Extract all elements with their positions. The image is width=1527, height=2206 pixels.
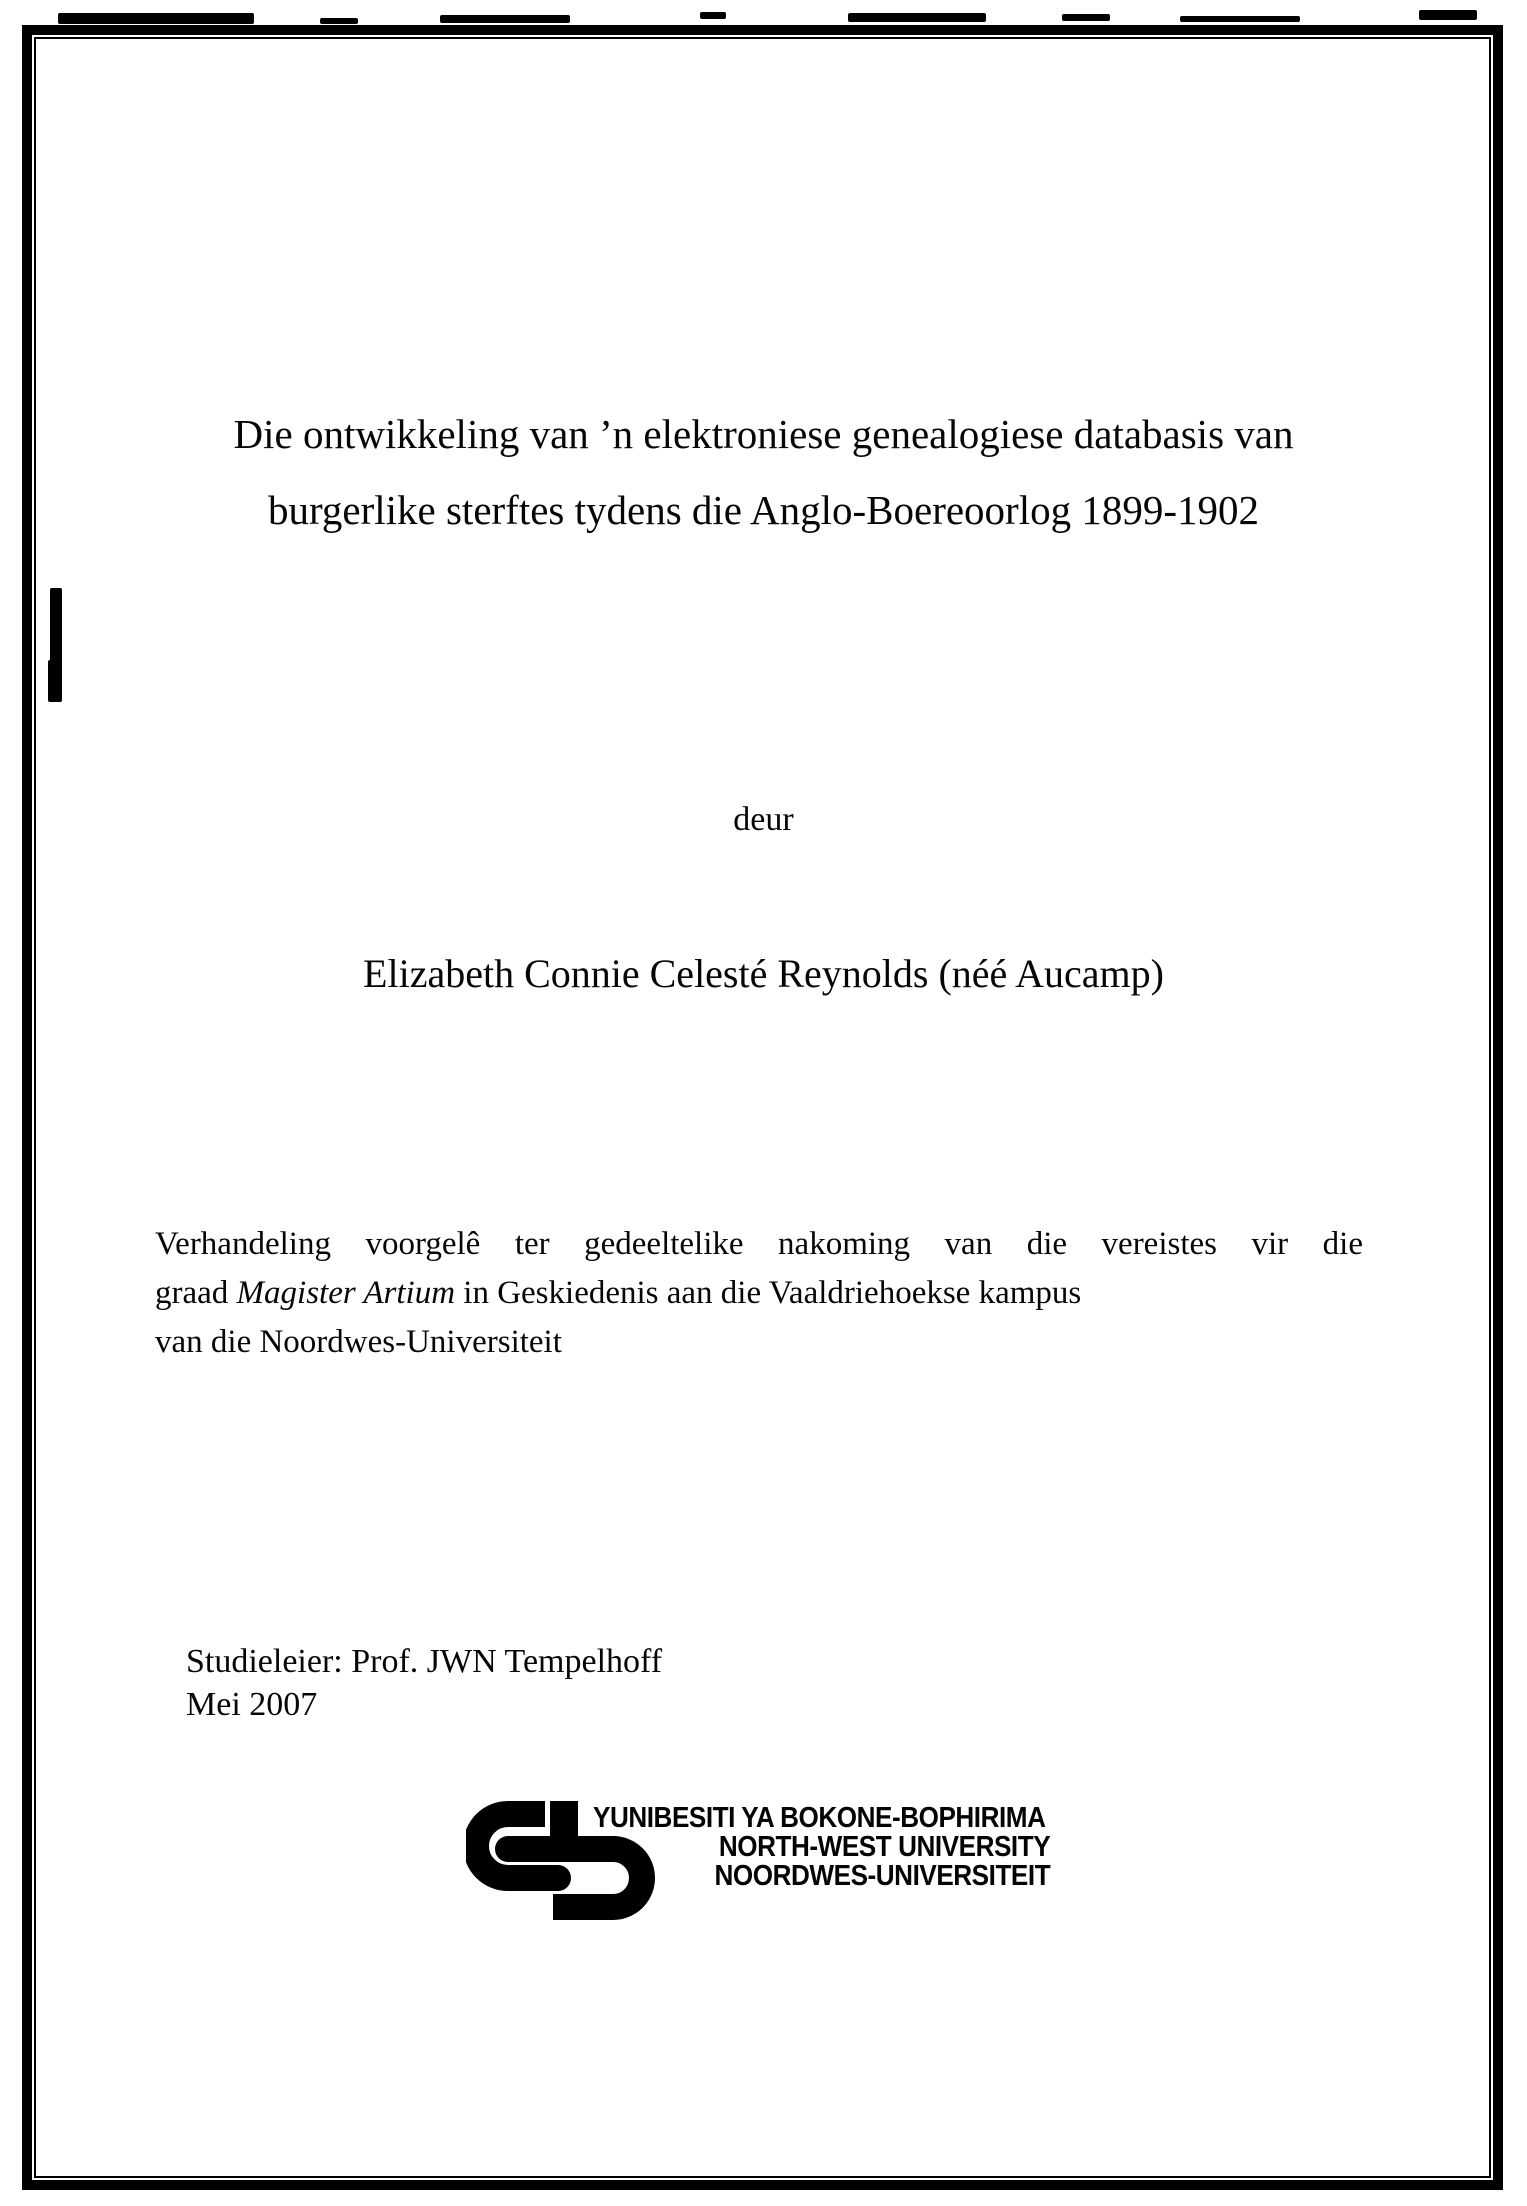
- supervisor-block: [186, 1640, 662, 1726]
- scan-artifact: [320, 18, 358, 24]
- statement-line-1: Verhandeling voorgelê ter gedeeltelike nakoming van die vereistes vir die: [155, 1226, 1363, 1262]
- university-logo-text: [593, 1804, 1050, 1891]
- thesis-title-line-1: Die ontwikkeling van ’n elektroniese genealogiese databasis van: [233, 411, 1294, 457]
- scan-artifact: [1062, 14, 1110, 21]
- date-line: Mei 2007: [186, 1686, 318, 1723]
- logo-text-afrikaans: NOORDWES-UNIVERSITEIT: [714, 1860, 1051, 1892]
- scan-artifact: [440, 15, 570, 23]
- author-name: Elizabeth Connie Celesté Reynolds (néé Aucamp): [363, 951, 1164, 996]
- scan-artifact: [848, 13, 986, 22]
- statement-line-2-post: in Geskiedenis aan die Vaaldriehoekse kampus: [455, 1275, 1082, 1311]
- byline-deur: deur: [733, 801, 794, 838]
- logo-text-setswana: YUNIBESITI YA BOKONE-BOPHIRIMA: [593, 1802, 1046, 1834]
- scan-artifact: [1419, 10, 1477, 20]
- thesis-title-line-2: burgerlike sterftes tydens die Anglo-Boereoorlog 1899-1902: [267, 487, 1259, 533]
- statement-line-2: [155, 1269, 1363, 1318]
- degree-name-italic: Magister Artium: [236, 1275, 456, 1311]
- statement-line-3: van die Noordwes-Universiteit: [155, 1324, 562, 1360]
- scan-artifact: [58, 13, 254, 24]
- university-logo: [466, 1801, 1106, 1931]
- thesis-title: [38, 396, 1489, 548]
- statement-line-2-pre: graad: [155, 1275, 237, 1311]
- thesis-statement: [155, 1220, 1363, 1367]
- scan-artifact: [700, 12, 726, 19]
- scan-artifact: [1180, 16, 1300, 22]
- logo-text-english: NORTH-WEST UNIVERSITY: [718, 1831, 1051, 1863]
- supervisor-line: Studieleier: Prof. JWN Tempelhoff: [186, 1643, 663, 1680]
